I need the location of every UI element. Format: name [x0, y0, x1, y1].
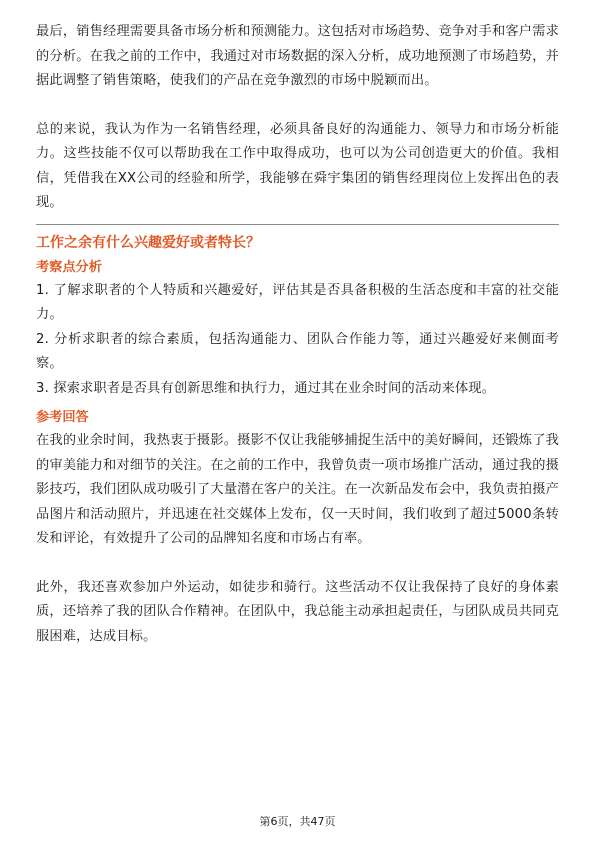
- analysis-item: 1. 了解求职者的个人特质和兴趣爱好，评估其是否具备积极的生活态度和丰富的社交能力。: [36, 282, 559, 322]
- intro-paragraph: 总的来说，我认为作为一名销售经理，必须具备良好的沟通能力、领导力和市场分析能力。这些技能不仅可以帮助我在工作中取得成功，也可以为公司创造更大的价值。我相信，凭借我在XX公司的经验和所学，我能够在舜宇集团的销售经理岗位上发挥出色的表现。: [36, 121, 559, 210]
- page-content: [36, 20, 559, 649]
- paragraph-gap: [36, 94, 559, 118]
- analysis-item: 3. 探索求职者是否具有创新思维和执行力，通过其在业余时间的活动来体现。: [36, 380, 496, 396]
- paragraph-gap: [36, 552, 559, 576]
- intro-paragraph: 最后，销售经理需要具备市场分析和预测能力。这包括对市场趋势、竞争对手和客户需求的分析。在我之前的工作中，我通过对市场数据的深入分析，成功地预测了市场趋势，并据此调整了销售策略，使我们的产品在竞争激烈的市场中脱颖而出。: [36, 24, 559, 88]
- analysis-item: 2. 分析求职者的综合素质，包括沟通能力、团队合作能力等，通过兴趣爱好来侧面考察。: [36, 331, 559, 371]
- answer-paragraph: 在我的业余时间，我热衷于摄影。摄影不仅让我能够捕捉生活中的美好瞬间，还锻炼了我的审美能力和对细节的关注。在之前的工作中，我曾负责一项市场推广活动，通过我的摄影技巧，我们团队成功吸引了大量潜在客户的关注。在一次新品发布会中，我负责拍摄产品图片和活动照片，并迅速在社交媒体上发布，仅一天时间，我们收到了超过5000条转发和评论，有效提升了公司的品牌知名度和市场占有率。: [36, 433, 559, 546]
- analysis-heading: 考察点分析: [36, 259, 102, 275]
- page-number-footer: 第6页，共47页: [259, 815, 336, 828]
- answer-paragraph: 此外，我还喜欢参加户外运动，如徒步和骑行。这些活动不仅让我保持了良好的身体素质，还培养了我的团队合作精神。在团队中，我总能主动承担起责任，与团队成员共同克服困难，达成目标。: [36, 579, 559, 644]
- section-divider: [36, 224, 559, 225]
- question-heading: 工作之余有什么兴趣爱好或者特长？: [36, 234, 260, 251]
- answer-heading: 参考回答: [36, 410, 89, 425]
